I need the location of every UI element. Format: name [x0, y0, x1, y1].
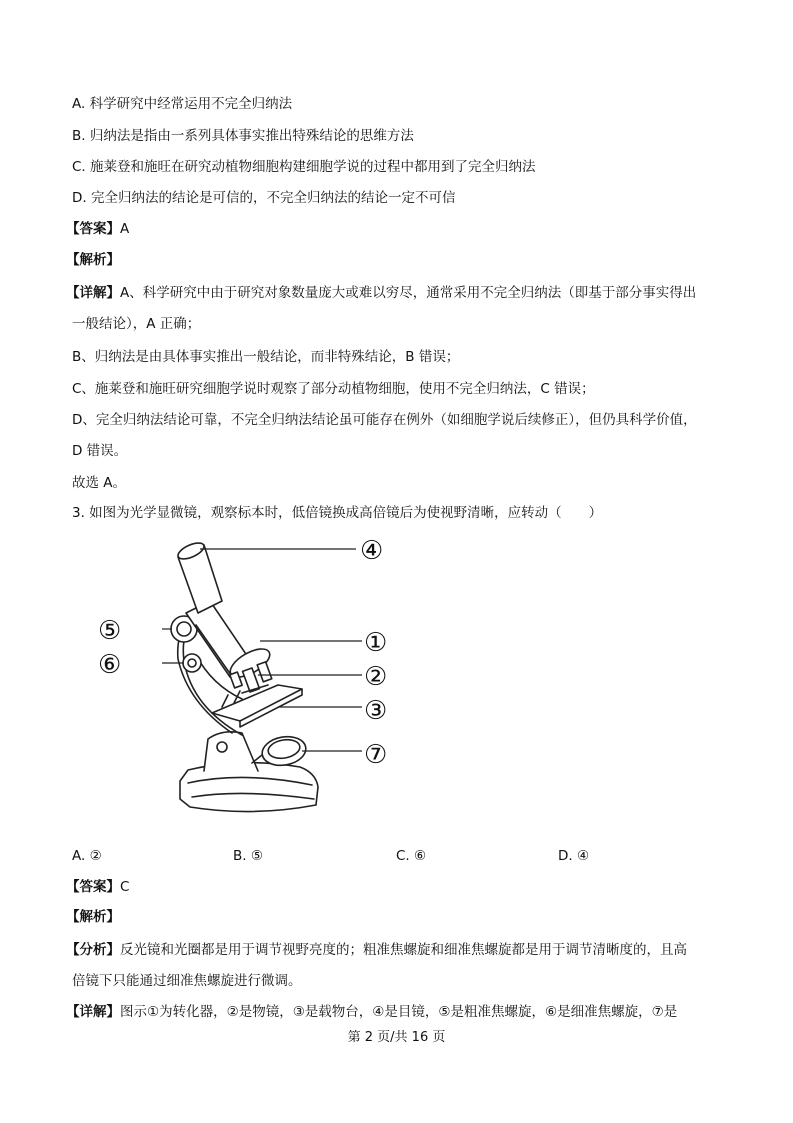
answer-row [66, 219, 716, 239]
detail-line: 一般结论），A 正确； [72, 316, 201, 332]
fine-focus-knob [183, 654, 201, 672]
microscope-figure [92, 535, 412, 825]
answer-value: A [120, 221, 130, 237]
microscope-pillar [204, 732, 258, 771]
q3-detail-row [66, 1002, 716, 1022]
question-stem: 3. 如图为光学显微镜，观察标本时，低倍镜换成高倍镜后为使视野清晰，应转动（ ） [72, 505, 603, 521]
detail-line: 图示①为转化器，②是物镜，③是载物台，④是目镜，⑤是粗准焦螺旋，⑥是细准焦螺旋，⑦是 [120, 1004, 678, 1020]
detail-line: C、施莱登和施旺研究细胞学说时观察了部分动植物细胞，使用不完全归纳法，C 错误； [72, 381, 595, 397]
fenxi-line: 倍镜下只能通过细准焦螺旋进行微调。 [72, 973, 302, 989]
answer-value: C [120, 879, 130, 895]
choice-a: A. ② [72, 848, 102, 864]
detail-line: A、科学研究中由于研究对象数量庞大或难以穷尽，通常采用不完全归纳法（即基于部分事实得出 [120, 285, 697, 301]
answer-label: 【答案】 [66, 879, 120, 895]
label-7: ⑦ [364, 740, 388, 770]
answer-label: 【答案】 [66, 221, 120, 237]
detail-row [66, 283, 716, 303]
q3-fenxi-row [66, 940, 716, 960]
q3-analysis-label: 【解析】 [66, 909, 120, 925]
label-6: ⑥ [98, 650, 122, 680]
detail-label: 【详解】 [66, 1004, 120, 1020]
detail-line: D 错误。 [72, 443, 128, 459]
choice-c: C. ⑥ [396, 848, 427, 864]
detail-line: B、归纳法是由具体事实推出一般结论，而非特殊结论，B 错误； [72, 349, 460, 365]
fenxi-line: 反光镜和光圈都是用于调节视野亮度的；粗准焦螺旋和细准焦螺旋都是用于调节清晰度的，且高 [120, 942, 687, 958]
detail-line: 故选 A。 [72, 475, 127, 491]
choice-b: B. ⑤ [233, 848, 263, 864]
option-a: A. 科学研究中经常运用不完全归纳法 [72, 96, 293, 112]
detail-label: 【详解】 [66, 285, 120, 301]
label-4: ④ [360, 536, 384, 566]
fenxi-label: 【分析】 [66, 942, 120, 958]
option-b: B. 归纳法是指由一系列具体事实推出特殊结论的思维方法 [72, 128, 414, 144]
label-5: ⑤ [98, 616, 122, 646]
option-c: C. 施莱登和施旺在研究动植物细胞构建细胞学说的过程中都用到了完全归纳法 [72, 159, 536, 175]
option-d: D. 完全归纳法的结论是可信的，不完全归纳法的结论一定不可信 [72, 190, 456, 206]
detail-line: D、完全归纳法结论可靠，不完全归纳法结论虽可能存在例外（如细胞学说后续修正），但仍具科学价值， [72, 412, 697, 428]
label-2: ② [364, 662, 388, 692]
page-footer: 第 2 页/共 16 页 [347, 1030, 446, 1045]
choice-d: D. ④ [558, 848, 590, 864]
analysis-label: 【解析】 [66, 252, 120, 268]
label-3: ③ [364, 696, 388, 726]
label-1: ① [364, 628, 388, 658]
stage [212, 685, 302, 721]
q3-answer-row [66, 877, 716, 897]
